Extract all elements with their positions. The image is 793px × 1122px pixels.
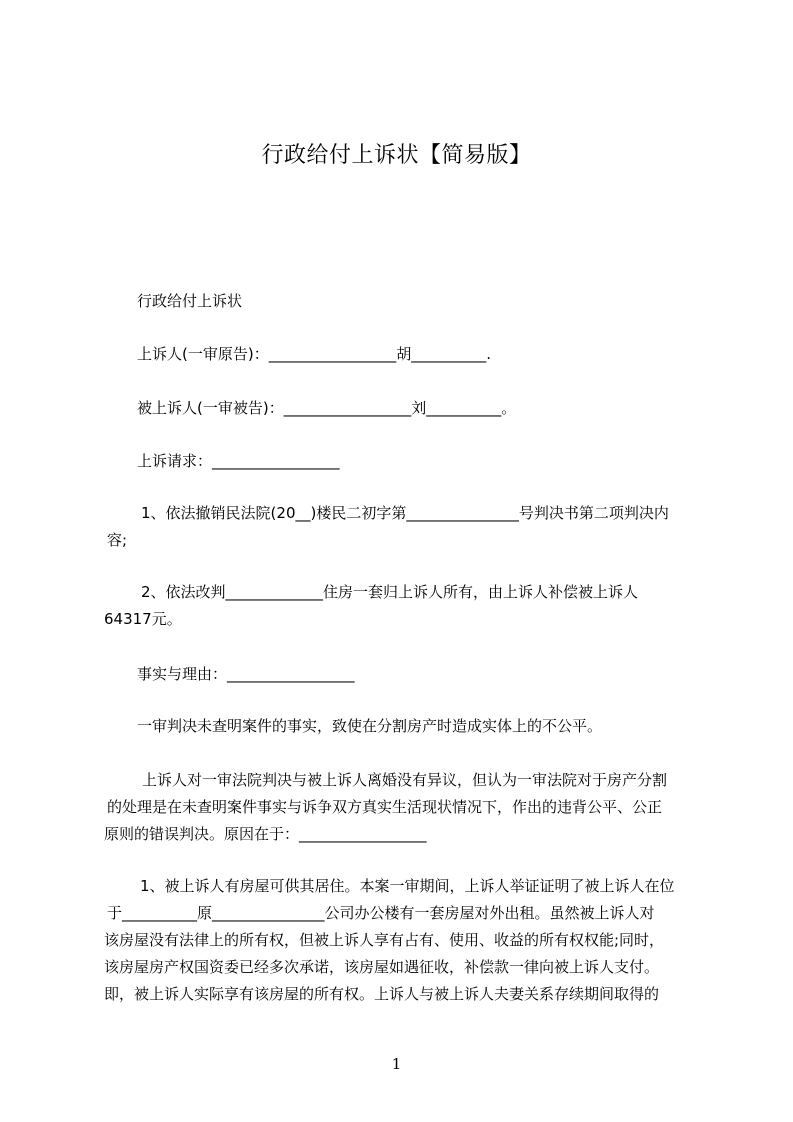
text-line: 事实与理由：_________________ bbox=[137, 665, 355, 683]
page-number: 1 bbox=[391, 1055, 402, 1073]
text-line: 上诉人(一审原告)：_________________胡__________. bbox=[137, 345, 491, 363]
paragraph-objection bbox=[104, 767, 667, 848]
text-line: 该房屋房产权国资委已经多次承诺，该房屋如遇征收，补偿款一律向被上诉人支付。 bbox=[104, 958, 660, 976]
text-line: 一审判决未查明案件的事实，致使在分割房产时造成实体上的不公平。 bbox=[137, 717, 603, 735]
text-line: 该房屋没有法律上的所有权，但被上诉人享有占有、使用、收益的所有权权能;同时， bbox=[104, 931, 665, 949]
text-line: 原则的错误判决。原因在于：_________________ bbox=[104, 825, 427, 843]
text-line: 2、依法改判_____________住房一套归上诉人所有，由上诉人补偿被上诉人 bbox=[141, 583, 639, 601]
text-line: 被上诉人(一审被告)：_________________刘__________。 bbox=[137, 399, 517, 417]
paragraph-appellee bbox=[137, 395, 516, 422]
paragraph-first-instance bbox=[137, 713, 602, 740]
text-line: 于__________原_______________公司办公楼有一套房屋对外出租。虽然被上诉人对 bbox=[107, 904, 655, 922]
paragraph-reason-1 bbox=[104, 873, 675, 1008]
paragraph-facts-reasons bbox=[137, 661, 355, 688]
paragraph-appeal-request bbox=[137, 448, 340, 475]
text-line: 上诉人对一审法院判决与被上诉人离婚没有异议，但认为一审法院对于房产分割 bbox=[142, 771, 668, 789]
text-line: 即，被上诉人实际享有该房屋的所有权。上诉人与被上诉人夫妻关系存续期间取得的 bbox=[104, 985, 660, 1003]
text-line: 行政给付上诉状 bbox=[137, 292, 243, 310]
text-line: 容; bbox=[107, 531, 128, 549]
text-line: 1、被上诉人有房屋可供其居住。本案一审期间，上诉人举证证明了被上诉人在位 bbox=[140, 877, 675, 895]
text-line: 的处理是在未查明案件事实与诉争双方真实生活现状情况下，作出的违背公平、公正 bbox=[107, 798, 663, 816]
page-title: 行政给付上诉状【简易版】 bbox=[261, 143, 532, 168]
text-line: 上诉请求：_________________ bbox=[137, 452, 340, 470]
paragraph-request-1 bbox=[104, 500, 669, 554]
paragraph-request-2 bbox=[104, 579, 638, 633]
paragraph-heading bbox=[137, 288, 242, 315]
paragraph-appellant bbox=[137, 341, 491, 368]
text-line: 1、依法撤销民法院(20__)楼民二初字第_______________号判决书第二项判决内 bbox=[141, 504, 669, 522]
text-line: 64317元。 bbox=[104, 610, 182, 628]
